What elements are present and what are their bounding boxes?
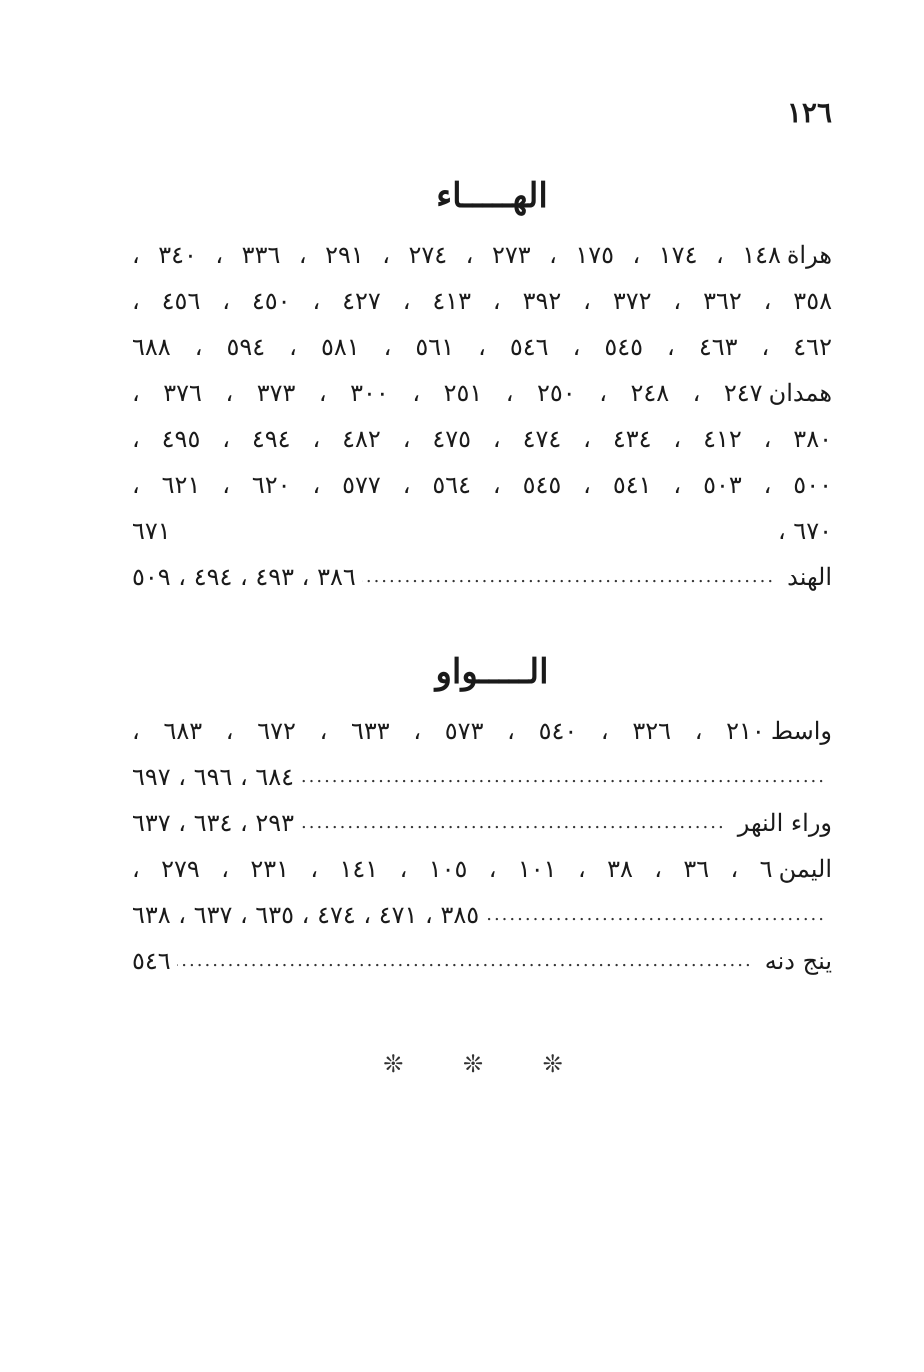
index-line [132, 278, 832, 324]
page-refs: ١٤٨ ، ١٧٤ ، ١٧٥ ، ٢٧٣ ، ٢٧٤ ، ٢٩١ ، ٣٣٦ ، ٣٤٠ ، [132, 241, 781, 269]
page-refs: ٦٨٤ ، ٦٩٦ ، ٦٩٧ [132, 763, 295, 791]
place-name: اليمن [778, 855, 832, 883]
page-refs: ٣٨٦ ، ٤٩٣ ، ٤٩٤ ، ٥٠٩ [132, 563, 356, 591]
place-name: واسط [770, 717, 832, 745]
index-line [132, 708, 832, 754]
index-line [132, 232, 832, 278]
leader-dots [177, 938, 753, 984]
index-line [132, 324, 832, 370]
place-name: همدان [768, 379, 832, 407]
index-line [132, 416, 832, 462]
page-refs: ٣٨٥ ، ٤٧١ ، ٤٧٤ ، ٦٣٥ ، ٦٣٧ ، ٦٣٨ [132, 901, 480, 929]
index-line [132, 800, 832, 846]
page-refs: ٥٤٦ [132, 947, 171, 975]
leader-dots [300, 800, 726, 846]
index-line [132, 754, 832, 800]
entries-ha [132, 232, 832, 600]
section-heading-waw: الـــــواو [435, 652, 549, 692]
index-line [132, 370, 832, 416]
place-name: ينج دنه [764, 947, 832, 975]
index-line [132, 892, 832, 938]
index-line [132, 846, 832, 892]
place-name: وراء النهر [737, 809, 832, 837]
section-end-ornament: ❊ ❊ ❊ [383, 1050, 589, 1078]
index-line [132, 462, 832, 508]
page-refs: ٦ ، ٣٦ ، ٣٨ ، ١٠١ ، ١٠٥ ، ١٤١ ، ٢٣١ ، ٢٧٩ ، [132, 855, 773, 883]
page-refs: ٣٥٨ ، ٣٦٢ ، ٣٧٢ ، ٣٩٢ ، ٤١٣ ، ٤٢٧ ، ٤٥٠ ، ٤٥٦ ، [132, 287, 832, 315]
page-refs: ٢٩٣ ، ٦٣٤ ، ٦٣٧ [132, 809, 295, 837]
index-line [132, 554, 832, 600]
entries-waw [132, 708, 832, 984]
leader-dots [485, 892, 826, 938]
page-refs: ٢٤٧ ، ٢٤٨ ، ٢٥٠ ، ٢٥١ ، ٣٠٠ ، ٣٧٣ ، ٣٧٦ ، [132, 379, 763, 407]
place-name: هراة [786, 241, 832, 269]
page-refs: ٣٨٠ ، ٤١٢ ، ٤٣٤ ، ٤٧٤ ، ٤٧٥ ، ٤٨٢ ، ٤٩٤ ، ٤٩٥ ، [132, 425, 832, 453]
leader-dots [362, 554, 775, 600]
leader-dots [300, 754, 826, 800]
page-refs-end: ٦٧١ [132, 517, 171, 545]
page-refs-start: ٦٧٠ ، [777, 517, 832, 545]
page-refs: ٥٠٠ ، ٥٠٣ ، ٥٤١ ، ٥٤٥ ، ٥٦٤ ، ٥٧٧ ، ٦٢٠ ، ٦٢١ ، [132, 471, 832, 499]
index-line [132, 508, 832, 554]
page-refs: ٢١٠ ، ٣٢٦ ، ٥٤٠ ، ٥٧٣ ، ٦٣٣ ، ٦٧٢ ، ٦٨٣ ، [132, 717, 765, 745]
index-line [132, 938, 832, 984]
page-number: ١٢٦ [786, 96, 832, 129]
section-heading-ha: الهـــــاء [436, 176, 548, 216]
page-refs: ٤٦٢ ، ٤٦٣ ، ٥٤٥ ، ٥٤٦ ، ٥٦١ ، ٥٨١ ، ٥٩٤ ، ٦٨٨ [132, 333, 832, 361]
place-name: الهند [787, 563, 832, 591]
